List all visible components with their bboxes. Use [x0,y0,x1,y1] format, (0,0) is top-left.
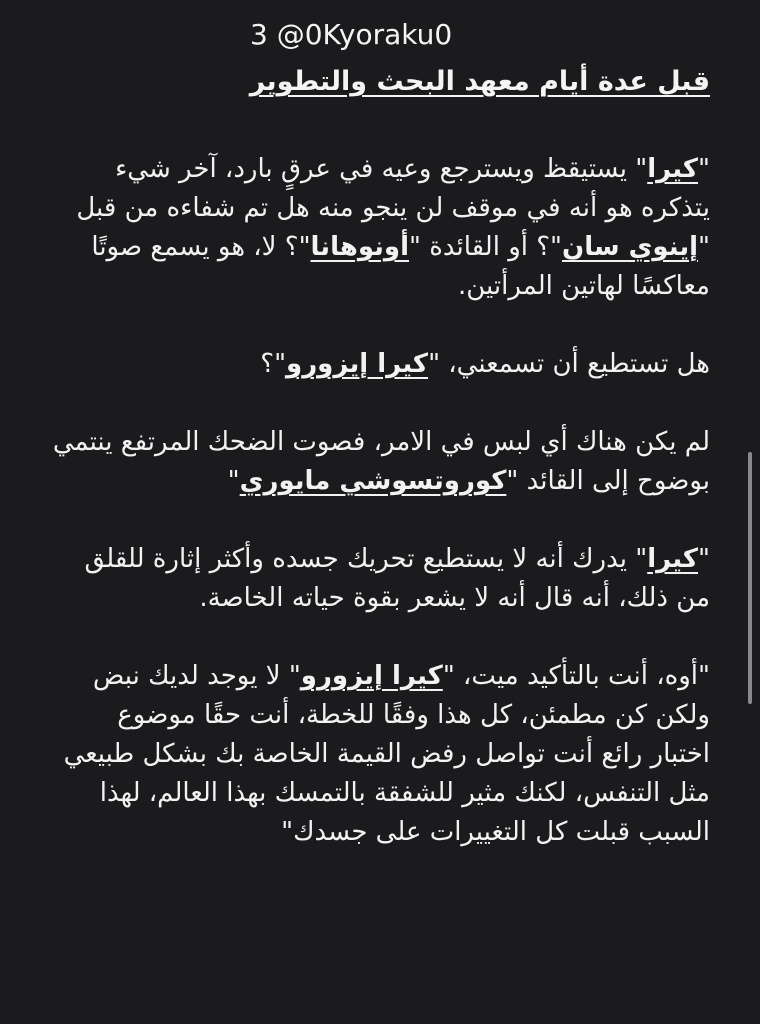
text: " يستيقظ ويسترجع وعيه في عرقٍ بارد، آخر شيء يتذكره هو أنه في موقف لن ينجو منه هل تم شفاءه من قبل " [76,154,710,262]
name-inoue: إينوي سان [562,232,699,262]
text: "أوه، أنت بالتأكيد ميت، " [442,661,710,691]
paragraph-5 [50,657,710,852]
page-title: قبل عدة أيام معهد البحث والتطوير [249,66,710,97]
text: " [227,466,240,496]
text: " يدرك أنه لا يستطيع تحريك جسده وأكثر إثارة للقلق من ذلك، أنه قال أنه لا يشعر بقوة حياته الخاصة. [84,544,710,613]
name-kira: كيرا [647,544,699,574]
text: هل تستطيع أن تسمعني، " [428,349,710,379]
name-kira-izuru: كيرا إيزورو [286,349,429,379]
vertical-scrollbar[interactable] [748,452,752,704]
text: "؟ أو القائدة " [409,232,563,262]
text: "؟ لا، هو يسمع صوتًا معاكسًا لهاتين المرأتين. [91,232,710,301]
paragraph-2 [50,345,710,384]
header-handle: @0Kyoraku0 [276,18,453,51]
name-kurotsuchi-mayuri: كوروتسوشي مايوري [239,466,507,496]
text: لم يكن هناك أي لبس في الامر، فصوت الضحك المرتفع ينتمي بوضوح إلى القائد " [52,427,710,496]
text: " لا يوجد لديك نبض ولكن كن مطمئن، كل هذا وفقًا للخطة، أنت حقًا موضوع اختبار رائع أنت تواصل رفض القيمة الخاصة بك بشكل طبيعي مثل التنفس، لكنك مثير للشفقة بالتمسك بهذا العالم، لهذا السبب قبلت كل التغييرات على جسدك" [63,661,710,847]
text: " [698,544,710,574]
name-kira: كيرا [647,154,699,184]
paragraph-4 [50,540,710,618]
text: " [698,154,710,184]
name-kira-izuru: كيرا إيزورو [300,661,443,691]
paragraph-3 [50,423,710,501]
paragraph-1 [50,150,710,306]
header-line [250,18,452,51]
header-count: 3 [250,18,268,51]
story-body [50,150,710,852]
name-unohana: أونوهانا [310,232,409,262]
text: "؟ [260,349,287,379]
